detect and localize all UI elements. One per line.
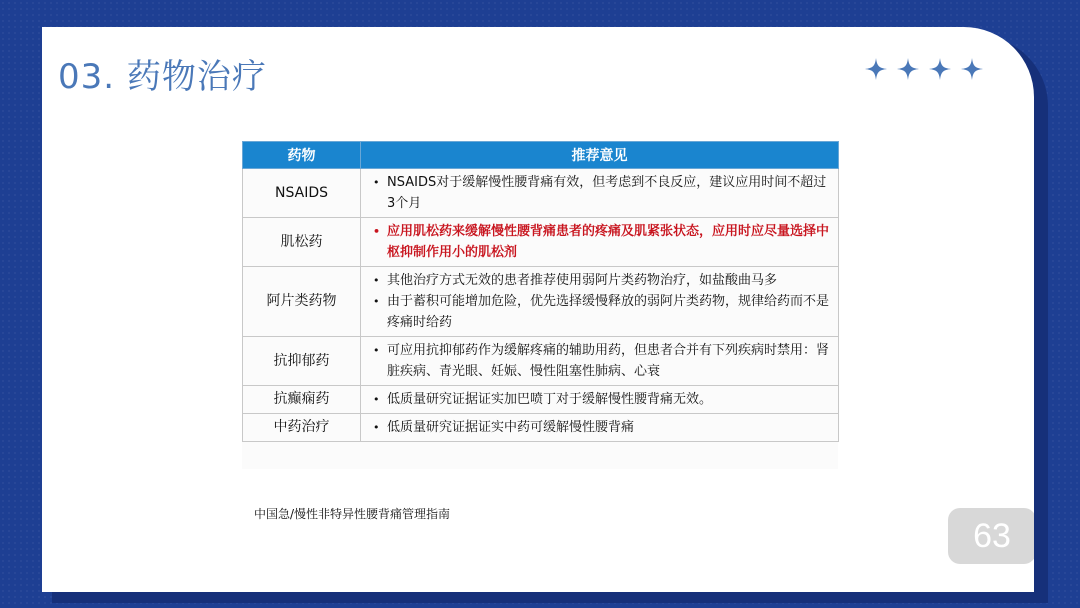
- recommendation-item: • 低质量研究证据证实加巴喷丁对于缓解慢性腰背痛无效。: [387, 389, 834, 410]
- recommendation-item: • 其他治疗方式无效的患者推荐使用弱阿片类药物治疗，如盐酸曲马多: [387, 270, 834, 291]
- table-row: [243, 169, 839, 218]
- slide-card: [42, 27, 1034, 592]
- drug-name-cell: 肌松药: [243, 218, 361, 267]
- recommendation-item: • 应用肌松药来缓解慢性腰背痛患者的疼痛及肌紧张状态，应用时应尽量选择中枢抑制作用小的肌松剂: [387, 221, 834, 263]
- recommendation-list: [365, 340, 834, 382]
- table-body: [243, 169, 839, 442]
- table-row: [243, 414, 839, 442]
- page-number: 63: [948, 508, 1034, 564]
- sparkle-icon: [896, 57, 920, 81]
- recommendation-item: • 低质量研究证据证实中药可缓解慢性腰背痛: [387, 417, 834, 438]
- recommendation-cell: [361, 169, 839, 218]
- slide-title: 03. 药物治疗: [58, 57, 267, 97]
- table-row: [243, 218, 839, 267]
- table-header-row: [243, 142, 839, 169]
- recommendation-list: [365, 172, 834, 214]
- drug-name-cell: 中药治疗: [243, 414, 361, 442]
- drug-name-cell: NSAIDS: [243, 169, 361, 218]
- table-row: [243, 386, 839, 414]
- header-drug: 药物: [243, 142, 361, 169]
- recommendation-list: [365, 221, 834, 263]
- table-row: [243, 267, 839, 337]
- sparkle-decoration: [864, 57, 984, 81]
- table-row: [243, 337, 839, 386]
- drug-name-cell: 抗癫痫药: [243, 386, 361, 414]
- source-citation: 中国急/慢性非特异性腰背痛管理指南: [254, 507, 451, 521]
- recommendation-list: [365, 270, 834, 333]
- recommendation-cell: [361, 267, 839, 337]
- sparkle-icon: [928, 57, 952, 81]
- recommendation-list: [365, 389, 834, 410]
- drug-recommendation-table: [242, 141, 838, 469]
- recommendation-cell: [361, 414, 839, 442]
- recommendation-cell: [361, 386, 839, 414]
- sparkle-icon: [864, 57, 888, 81]
- recommendation-item: • NSAIDS对于缓解慢性腰背痛有效，但考虑到不良反应，建议应用时间不超过3个月: [387, 172, 834, 214]
- recommendation-item: • 可应用抗抑郁药作为缓解疼痛的辅助用药，但患者合并有下列疾病时禁用：肾脏疾病、青光眼、妊娠、慢性阻塞性肺病、心衰: [387, 340, 834, 382]
- drug-name-cell: 阿片类药物: [243, 267, 361, 337]
- header-recommendation: 推荐意见: [361, 142, 839, 169]
- recommendation-cell: [361, 218, 839, 267]
- recommendation-cell: [361, 337, 839, 386]
- recommendation-item: • 由于蓄积可能增加危险，优先选择缓慢释放的弱阿片类药物，规律给药而不是疼痛时给药: [387, 291, 834, 333]
- sparkle-icon: [960, 57, 984, 81]
- recommendation-list: [365, 417, 834, 438]
- drug-name-cell: 抗抑郁药: [243, 337, 361, 386]
